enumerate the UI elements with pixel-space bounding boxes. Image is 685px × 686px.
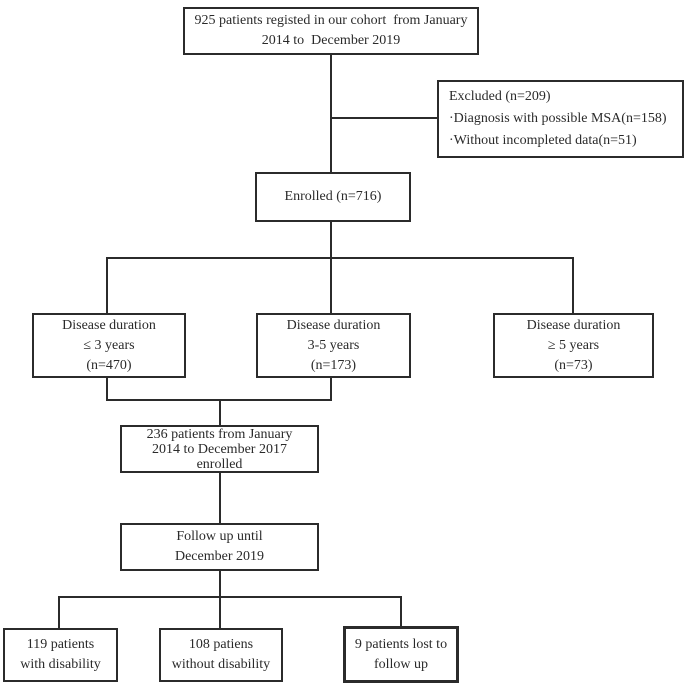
box-236-enrolled-line: enrolled (196, 456, 243, 472)
box-duration-ge5-line: (n=73) (554, 357, 593, 373)
box-duration-ge5 (493, 313, 654, 378)
box-lost-to-followup (343, 626, 459, 683)
connector-to-with-disability (58, 596, 60, 628)
box-duration-ge5-line: Disease duration (526, 317, 621, 333)
connector-to-duration-le3 (106, 257, 108, 313)
connector-to-without-disability (219, 596, 221, 628)
box-without-disability (159, 628, 283, 682)
box-duration-3to5-line: (n=173) (310, 357, 357, 373)
connector-followup-down (219, 570, 221, 598)
connector-duration-3to5-down (330, 377, 332, 401)
box-with-disability-line: with disability (20, 657, 101, 672)
box-excluded-line: ·Without incompleted data(n=51) (449, 133, 637, 148)
box-enrolled (255, 172, 411, 222)
box-duration-le3-line: (n=470) (86, 357, 132, 373)
box-with-disability-line: 119 patients (26, 637, 95, 652)
connector-to-lost-followup (400, 596, 402, 626)
connector-duration-split-horizontal (106, 257, 574, 259)
box-236-enrolled-line: 236 patients from January (146, 426, 293, 442)
box-without-disability-line: without disability (171, 657, 271, 672)
box-duration-ge5-line: ≥ 5 years (547, 337, 600, 353)
box-lost-to-followup-line: follow up (373, 656, 429, 672)
box-excluded-line: ·Diagnosis with possible MSA(n=158) (449, 111, 667, 126)
connector-236-to-followup (219, 472, 221, 523)
box-duration-le3 (32, 313, 186, 378)
connector-merge-to-236 (219, 399, 221, 425)
box-enrolled-line: Enrolled (n=716) (284, 189, 382, 204)
box-without-disability-line: 108 patiens (188, 637, 254, 652)
connector-enrolled-down (330, 222, 332, 260)
box-duration-le3-line: ≤ 3 years (83, 337, 135, 353)
box-236-enrolled (120, 425, 319, 473)
box-duration-le3-line: Disease duration (62, 317, 156, 333)
box-excluded (437, 80, 684, 158)
connector-outcome-split-horizontal (58, 596, 402, 598)
connector-duration-le3-down (106, 377, 108, 401)
box-duration-3to5 (256, 313, 411, 378)
box-cohort (183, 7, 479, 55)
box-236-enrolled-line: 2014 to December 2017 (152, 441, 287, 457)
connector-branch-to-excluded (331, 117, 438, 119)
connector-cohort-to-enrolled (330, 55, 332, 173)
connector-to-duration-3to5 (330, 257, 332, 313)
box-followup-line: December 2019 (174, 549, 265, 564)
box-lost-to-followup-line: 9 patients lost to (354, 636, 448, 652)
box-duration-3to5-line: Disease duration (286, 317, 381, 333)
box-with-disability (3, 628, 118, 682)
box-duration-3to5-line: 3-5 years (307, 337, 360, 353)
box-followup (120, 523, 319, 571)
box-followup-line: Follow up until (176, 529, 263, 544)
box-cohort-line: 925 patients registed in our cohort from January (194, 13, 468, 28)
connector-to-duration-ge5 (572, 257, 574, 313)
box-excluded-line: Excluded (n=209) (449, 89, 551, 104)
box-cohort-line: 2014 to December 2019 (261, 33, 401, 48)
